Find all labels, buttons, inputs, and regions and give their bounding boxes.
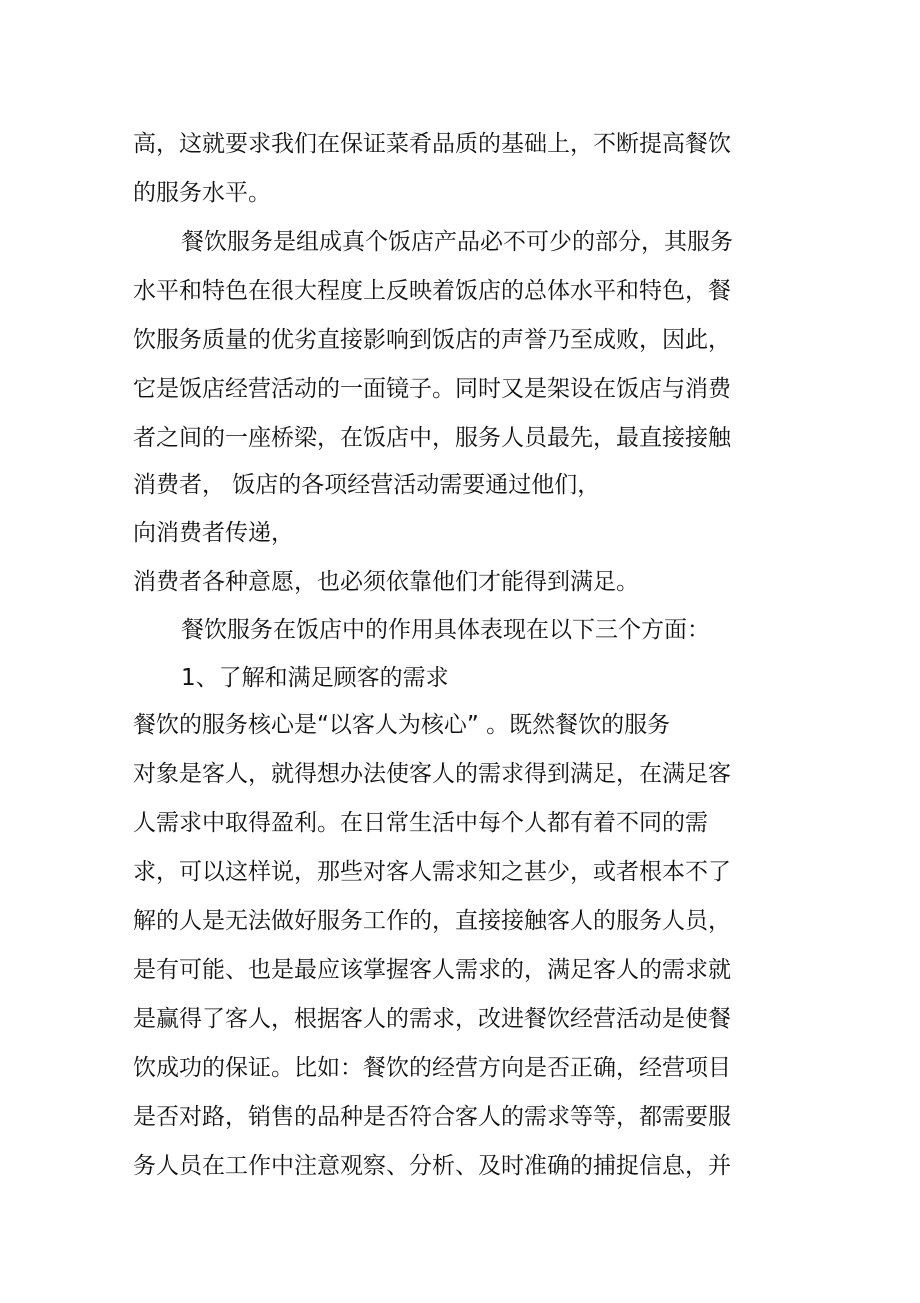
text-line: 解的人是无法做好服务工作的，直接接触客人的服务人员， bbox=[133, 908, 731, 934]
text-line: 是否对路，销售的品种是否符合客人的需求等等，都需要服 bbox=[133, 1104, 731, 1130]
text-line: 务人员在工作中注意观察、分析、及时准确的捕捉信息，并 bbox=[133, 1153, 731, 1179]
text-line: 对象是客人，就得想办法使客人的需求得到满足，在满足客 bbox=[133, 761, 731, 787]
text-line: 消费者， 饭店的各项经营活动需要通过他们， bbox=[133, 472, 601, 498]
text-line: 高，这就要求我们在保证菜肴品质的基础上，不断提高餐饮 bbox=[133, 131, 731, 157]
text-line: 人需求中取得盈利。在日常生活中每个人都有着不同的需 bbox=[133, 810, 708, 836]
text-line: 求，可以这样说，那些对客人需求知之甚少，或者根本不了 bbox=[133, 859, 731, 885]
text-line: 消费者各种意愿，也必须依靠他们才能得到满足。 bbox=[133, 569, 639, 595]
section-heading: 1、了解和满足顾客的需求 bbox=[181, 665, 449, 691]
paragraph-first-line: 餐饮服务是组成真个饭店产品必不可少的部分，其服务 bbox=[181, 229, 733, 255]
text-line: 向消费者传递， bbox=[133, 520, 294, 546]
text-line: 它是饭店经营活动的一面镜子。同时又是架设在饭店与消费 bbox=[133, 376, 731, 402]
text-line: 餐饮的服务核心是“以客人为核心” 。既然餐饮的服务 bbox=[133, 712, 671, 738]
text-line: 水平和特色在很大程度上反映着饭店的总体水平和特色，餐 bbox=[133, 278, 731, 304]
text-line: 的服务水平。 bbox=[133, 180, 271, 206]
paragraph-first-line: 餐饮服务在饭店中的作用具体表现在以下三个方面： bbox=[181, 617, 710, 643]
text-line: 饮成功的保证。比如：餐饮的经营方向是否正确，经营项目 bbox=[133, 1055, 731, 1081]
text-line: 是赢得了客人，根据客人的需求，改进餐饮经营活动是使餐 bbox=[133, 1006, 731, 1032]
text-line: 饮服务质量的优劣直接影响到饭店的声誉乃至成败，因此， bbox=[133, 327, 731, 353]
text-line: 者之间的一座桥梁，在饭店中，服务人员最先，最直接接触 bbox=[133, 425, 731, 451]
text-line: 是有可能、也是最应该掌握客人需求的，满足客人的需求就 bbox=[133, 957, 731, 983]
